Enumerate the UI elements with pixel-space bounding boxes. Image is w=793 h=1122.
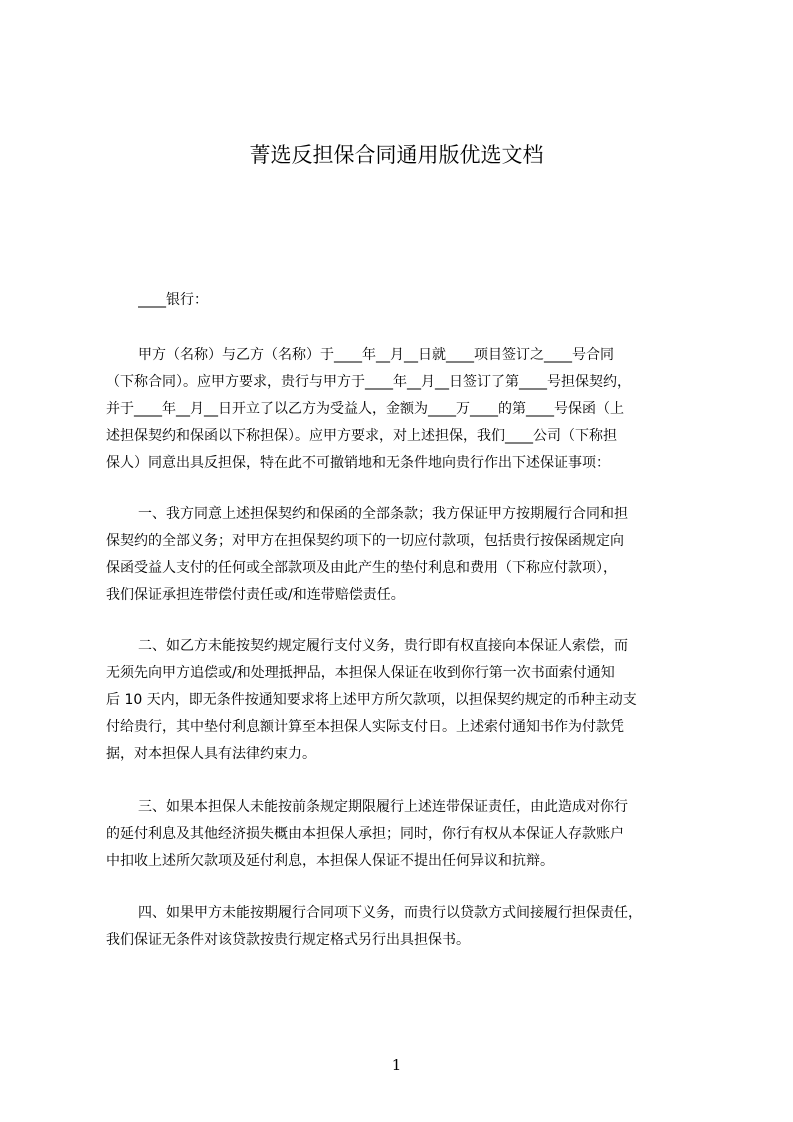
- paragraph-2-line-1: 一、我方同意上述担保契约和保函的全部条款；我方保证甲方按期履行合同和担: [138, 506, 628, 522]
- salutation: ____银行：: [138, 292, 208, 308]
- paragraph-2-line-2: 保契约的全部义务；对甲方在担保契约项下的一切应付款项，包括贵行按保函规定向: [106, 533, 624, 549]
- paragraph-1-line-1: 甲方（名称）与乙方（名称）于____年__月__日就____项目签订之____号合同: [138, 347, 614, 363]
- paragraph-2-line-4: 我们保证承担连带偿付责任或/和连带赔偿责任。: [106, 587, 405, 603]
- paragraph-5-line-2: 我们保证无条件对该贷款按贵行规定格式另行出具担保书。: [106, 932, 470, 948]
- paragraph-2-line-3: 保函受益人支付的任何或全部款项及由此产生的垫付利息和费用（下称应付款项），: [106, 560, 617, 576]
- paragraph-3-line-2: 无须先向甲方追偿或/和处理抵押品，本担保人保证在收到你行第一次书面索付通知: [106, 665, 615, 681]
- paragraph-3-line-4: 付给贵行，其中垫付利息额计算至本担保人实际支付日。上述索付通知书作为付款凭: [106, 719, 624, 735]
- document-title: 菁选反担保合同通用版优选文档: [249, 143, 544, 167]
- paragraph-1-line-2: （下称合同）。应甲方要求，贵行与甲方于____年__月__日签订了第____号担保契约，: [106, 374, 631, 390]
- paragraph-3-line-3: 后 10 天内，即无条件按通知要求将上述甲方所欠款项，以担保契约规定的币种主动支: [106, 692, 637, 708]
- paragraph-5-line-1: 四、如果甲方未能按期履行合同项下义务，而贵行以贷款方式间接履行担保责任，: [138, 905, 642, 921]
- paragraph-4-line-2: 的延付利息及其他经济损失概由本担保人承担；同时，你行有权从本保证人存款账户: [106, 826, 624, 842]
- paragraph-3-line-1: 二、如乙方未能按契约规定履行支付义务，贵行即有权直接向本保证人索偿，而: [138, 638, 628, 654]
- page-number: 1: [391, 1056, 402, 1074]
- paragraph-1-line-5: 保人）同意出具反担保，特在此不可撤销地和无条件地向贵行作出下述保证事项：: [106, 455, 610, 471]
- paragraph-1-line-4: 述担保契约和保函以下称担保）。应甲方要求，对上述担保，我们____公司（下称担: [106, 428, 617, 444]
- paragraph-1-line-3: 并于____年__月__日开立了以乙方为受益人，金额为____万____的第____号保函（上: [106, 401, 624, 417]
- paragraph-4-line-3: 中扣收上述所欠款项及延付利息，本担保人保证不提出任何异议和抗辩。: [106, 853, 554, 869]
- paragraph-3-line-5: 据，对本担保人具有法律约束力。: [106, 746, 316, 762]
- paragraph-4-line-1: 三、如果本担保人未能按前条规定期限履行上述连带保证责任，由此造成对你行: [138, 799, 628, 815]
